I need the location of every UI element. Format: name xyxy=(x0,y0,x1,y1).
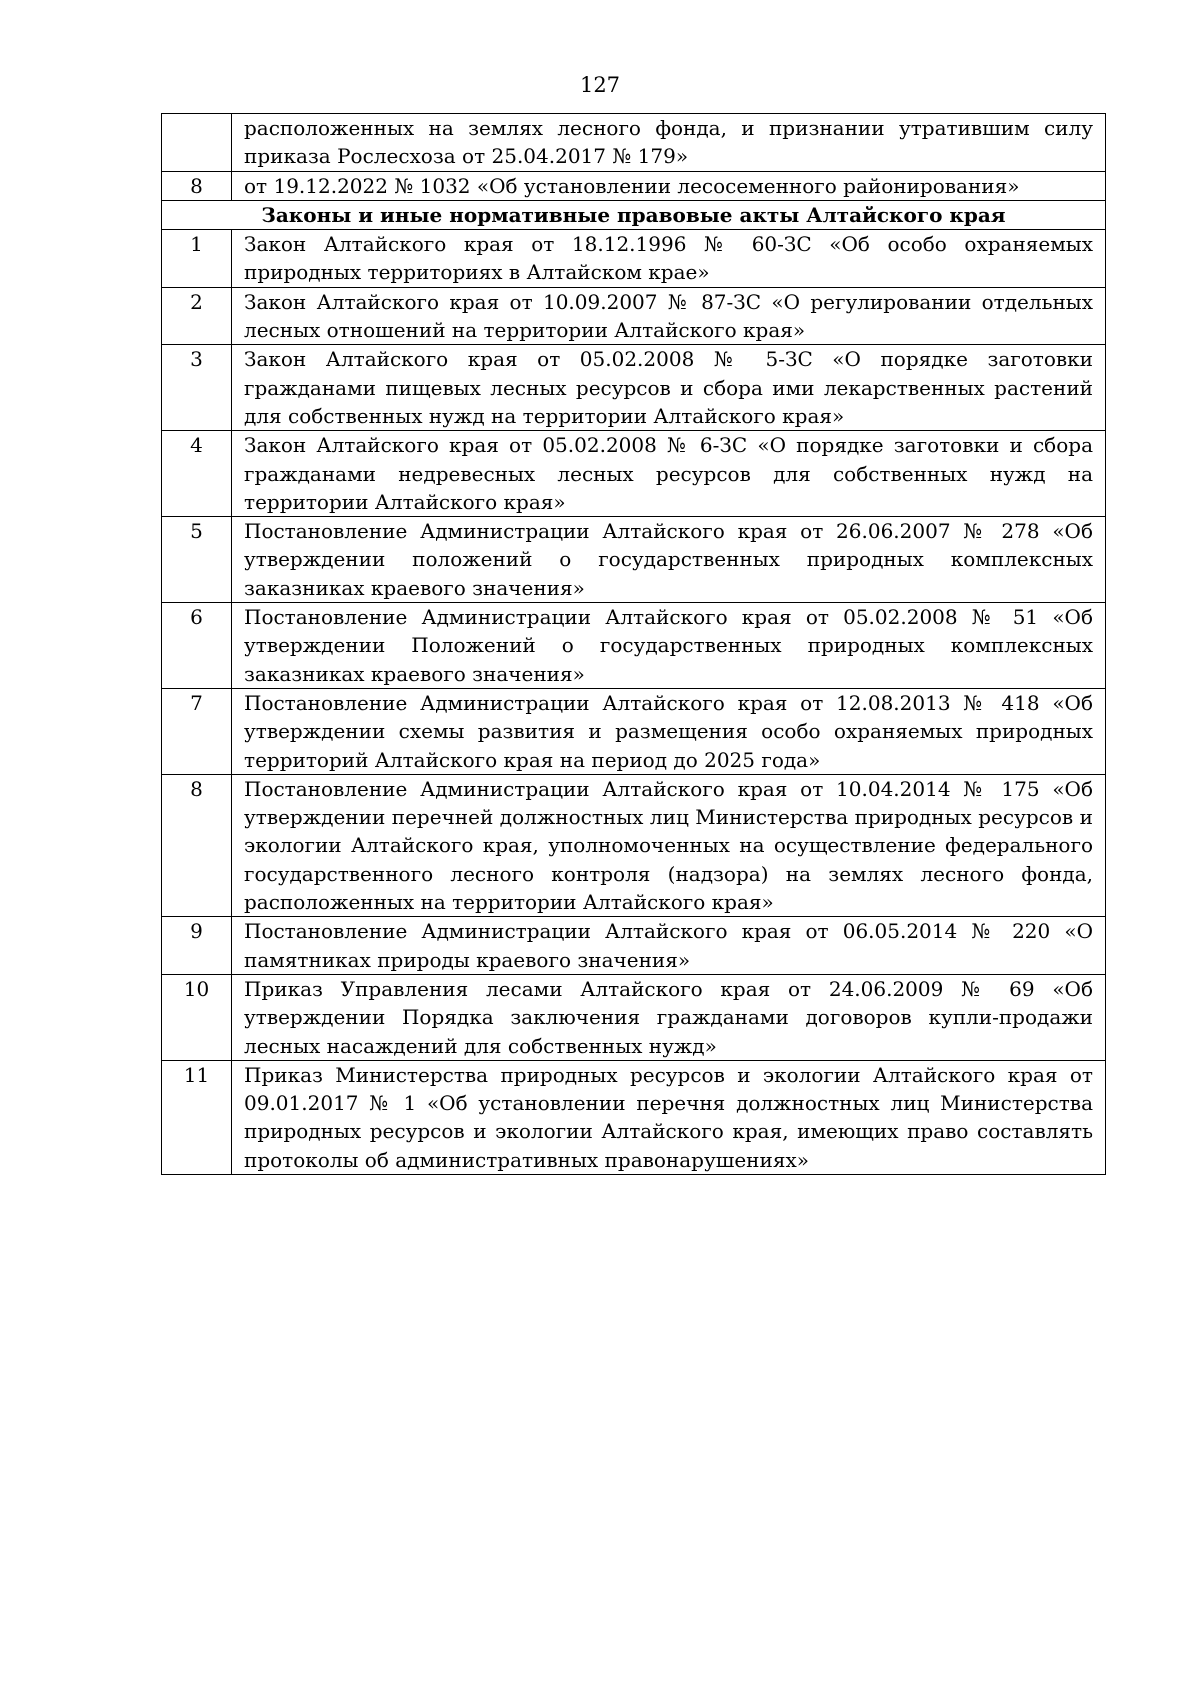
row-text: Постановление Администрации Алтайского края от 10.04.2014 № 175 «Об утверждении перечней должностных лиц Министерства природных ресурсов и экологии Алтайского края, уполномоченных на осуществление федерального государственного лесного контроля (надзора) на землях лесного фонда, расположенных на территории Алтайского края» xyxy=(232,774,1106,916)
row-number: 8 xyxy=(162,171,232,200)
row-number: 11 xyxy=(162,1060,232,1174)
row-number: 10 xyxy=(162,974,232,1060)
row-text: Постановление Администрации Алтайского края от 26.06.2007 № 278 «Об утверждении положений о государственных природных комплексных заказниках краевого значения» xyxy=(232,517,1106,603)
table-row xyxy=(162,517,1106,603)
row-text: Закон Алтайского края от 10.09.2007 № 87-ЗС «О регулировании отдельных лесных отношений на территории Алтайского края» xyxy=(232,287,1106,345)
table-row xyxy=(162,431,1106,517)
table-row xyxy=(162,114,1106,172)
table-row xyxy=(162,1060,1106,1174)
table-row xyxy=(162,774,1106,916)
table-row xyxy=(162,345,1106,431)
row-number: 7 xyxy=(162,688,232,774)
row-text: Закон Алтайского края от 18.12.1996 № 60-ЗС «Об особо охраняемых природных территориях в Алтайском крае» xyxy=(232,230,1106,288)
row-text: Закон Алтайского края от 05.02.2008 № 6-ЗС «О порядке заготовки и сбора гражданами недревесных лесных ресурсов для собственных нужд на территории Алтайского края» xyxy=(232,431,1106,517)
row-number xyxy=(162,114,232,172)
row-text: Постановление Администрации Алтайского края от 06.05.2014 № 220 «О памятниках природы краевого значения» xyxy=(232,917,1106,975)
row-text: расположенных на землях лесного фонда, и признании утратившим силу приказа Рослесхоза от 25.04.2017 № 179» xyxy=(232,114,1106,172)
row-text: Постановление Администрации Алтайского края от 12.08.2013 № 418 «Об утверждении схемы развития и размещения особо охраняемых природных территорий Алтайского края на период до 2025 года» xyxy=(232,688,1106,774)
page-number: 127 xyxy=(579,73,621,97)
row-number: 5 xyxy=(162,517,232,603)
table-row xyxy=(162,917,1106,975)
section-title: Законы и иные нормативные правовые акты Алтайского края xyxy=(162,200,1106,229)
row-text: Приказ Министерства природных ресурсов и экологии Алтайского края от 09.01.2017 № 1 «Об установлении перечня должностных лиц Министерства природных ресурсов и экологии Алтайского края, имеющих право составлять протоколы об административных правонарушениях» xyxy=(232,1060,1106,1174)
table-row xyxy=(162,287,1106,345)
table-row xyxy=(162,974,1106,1060)
legal-acts-table xyxy=(161,113,1106,1175)
row-number: 6 xyxy=(162,603,232,689)
table-row xyxy=(162,688,1106,774)
row-number: 8 xyxy=(162,774,232,916)
table-row xyxy=(162,171,1106,200)
section-header-row xyxy=(162,200,1106,229)
row-number: 3 xyxy=(162,345,232,431)
row-number: 9 xyxy=(162,917,232,975)
row-number: 1 xyxy=(162,230,232,288)
row-text: Приказ Управления лесами Алтайского края от 24.06.2009 № 69 «Об утверждении Порядка заключения гражданами договоров купли-продажи лесных насаждений для собственных нужд» xyxy=(232,974,1106,1060)
table-row xyxy=(162,603,1106,689)
row-text: Постановление Администрации Алтайского края от 05.02.2008 № 51 «Об утверждении Положений о государственных природных комплексных заказниках краевого значения» xyxy=(232,603,1106,689)
row-number: 4 xyxy=(162,431,232,517)
table-row xyxy=(162,230,1106,288)
row-number: 2 xyxy=(162,287,232,345)
row-text: от 19.12.2022 № 1032 «Об установлении лесосеменного районирования» xyxy=(232,171,1106,200)
row-text: Закон Алтайского края от 05.02.2008 № 5-ЗС «О порядке заготовки гражданами пищевых лесных ресурсов и сбора ими лекарственных растений для собственных нужд на территории Алтайского края» xyxy=(232,345,1106,431)
